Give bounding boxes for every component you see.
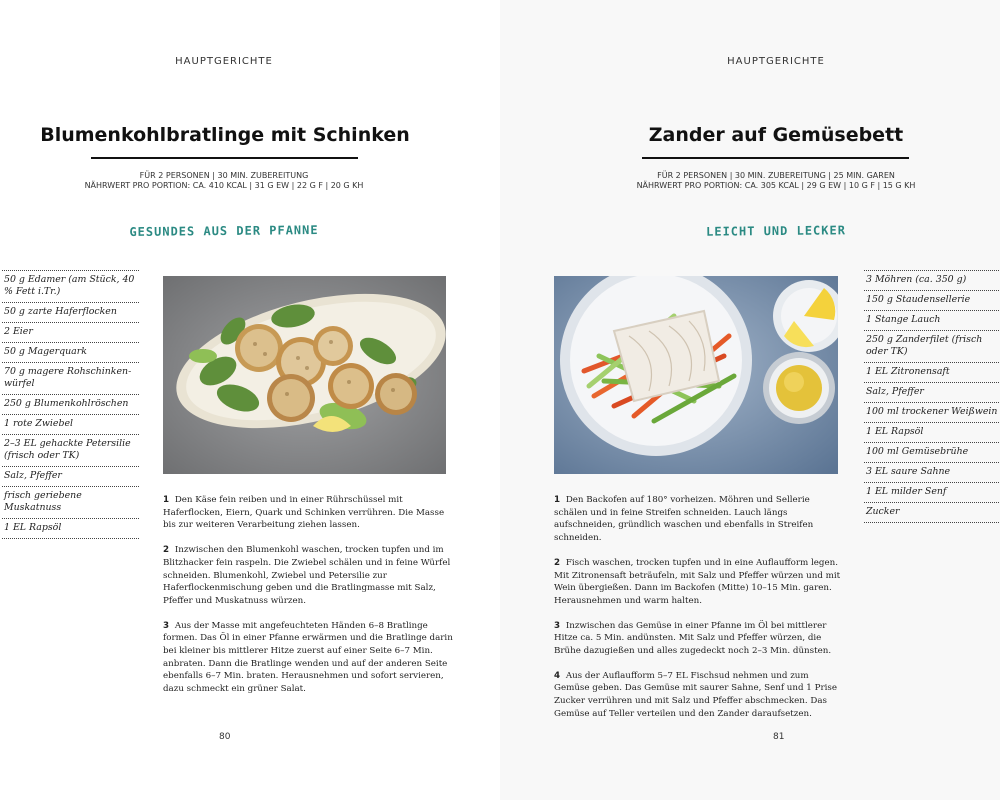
step-number: 1 <box>163 495 170 505</box>
page-number: 81 <box>773 732 785 742</box>
recipe-title: Zander auf Gemüsebett <box>648 124 904 146</box>
title-rule <box>91 157 358 159</box>
ingredient-item: 1 EL milder Senf <box>864 482 1000 502</box>
ingredient-item: 1 EL Rapsöl <box>2 518 139 539</box>
ingredient-item: 2–3 EL gehackte Petersilie (frisch oder TK) <box>2 434 139 466</box>
step-text: Fisch waschen, trocken tupfen und in eine Auflaufform legen. Mit Zitronensaft beträufeln, mit Salz und Pfeffer würzen und mit Wein übergießen. Dann im Backofen (Mitte) 10–15 Min. garen. Herausnehmen und warm halten. <box>554 557 841 606</box>
recipe-title: Blumenkohlbratlinge mit Schinken <box>40 124 410 146</box>
step-text: Den Backofen auf 180° vorheizen. Möhren und Sellerie schälen und in feine Streifen schneiden. Lauch längs aufschneiden, gründlich waschen und ebenfalls in Streifen schneiden. <box>554 495 814 544</box>
ingredient-item: Zucker <box>864 502 1000 523</box>
title-rule <box>642 157 909 159</box>
nutrition-info: NÄHRWERT PRO PORTION: CA. 305 KCAL | 29 G EW | 10 G F | 15 G KH <box>636 181 916 190</box>
step-number: 1 <box>554 495 561 505</box>
instruction-step <box>554 557 844 608</box>
step-number: 2 <box>554 557 561 568</box>
step-text: Den Käse fein reiben und in einer Rührschüssel mit Haferflocken, Eiern, Quark und Schinken verrühren. Die Masse bis zur weiteren Verarbeitung ziehen lassen. <box>163 495 445 531</box>
servings-time: FÜR 2 PERSONEN | 30 MIN. ZUBEREITUNG <box>139 171 309 180</box>
instruction-step <box>554 494 844 545</box>
section-label: HAUPTGERICHTE <box>175 56 273 67</box>
ingredient-item: 3 Möhren (ca. 350 g) <box>864 270 1000 290</box>
instruction-step <box>554 620 844 658</box>
ingredient-list <box>864 270 1000 523</box>
ingredient-item: Salz, Pfeffer <box>864 382 1000 402</box>
recipe-meta <box>526 171 1000 191</box>
ingredient-item: 50 g zarte Haferflocken <box>2 302 139 322</box>
ingredient-item: 1 EL Rapsöl <box>864 422 1000 442</box>
instruction-step <box>163 544 453 608</box>
instruction-list <box>554 494 844 733</box>
step-text: Aus der Masse mit angefeuchteten Händen 6–8 Bratlinge formen. Das Öl in einer Pfanne erwärmen und die Bratlinge darin bei kleiner bis mittlerer Hitze zuerst auf einer Seite 6–7 Min. anbraten. Dann die Bratlinge wenden und auf der anderen Seite ebenfalls 6–7 Min. braten. Herausnehmen und sofort servieren, dazu schmeckt ein grüner Salat. <box>163 620 453 695</box>
ingredient-item: 3 EL saure Sahne <box>864 462 1000 482</box>
step-text: Aus der Auflaufform 5–7 EL Fischsud nehmen und zum Gemüse geben. Das Gemüse mit saurer Sahne, Senf und 1 Prise Zucker verrühren und mit Salz und Pfeffer abschmecken. Das Gemüse auf Teller verteilen und den Zander daraufsetzen. <box>554 670 837 719</box>
recipe-meta <box>0 171 474 191</box>
ingredient-item: 2 Eier <box>2 322 139 342</box>
ingredient-item: 250 g Zanderfilet (frisch oder TK) <box>864 330 1000 362</box>
step-number: 2 <box>163 545 170 556</box>
ingredient-item: 1 EL Zitronensaft <box>864 362 1000 382</box>
step-number: 3 <box>163 620 170 631</box>
instruction-step <box>554 670 844 721</box>
right-page <box>500 0 1000 800</box>
ingredient-item: frisch geriebene Muskatnuss <box>2 486 139 518</box>
ingredient-list <box>2 270 139 539</box>
ingredient-item: 100 ml trockener Weißwein <box>864 402 1000 422</box>
ingredient-item: Salz, Pfeffer <box>2 466 139 486</box>
instruction-step <box>163 620 453 696</box>
ingredient-item: 70 g magere Rohschinken-würfel <box>2 362 139 394</box>
ingredient-item: 50 g Magerquark <box>2 342 139 362</box>
instruction-step <box>163 494 453 532</box>
ingredient-item: 250 g Blumenkohlröschen <box>2 394 139 414</box>
page-number: 80 <box>219 732 231 742</box>
servings-time: FÜR 2 PERSONEN | 30 MIN. ZUBEREITUNG | 25 MIN. GAREN <box>657 171 895 180</box>
step-text: Inzwischen das Gemüse in einer Pfanne im Öl bei mittlerer Hitze ca. 5 Min. andünsten. Mit Salz und Pfeffer würzen, die Brühe dazugießen und alles zugedeckt noch 2–3 Min. dünsten. <box>554 620 832 657</box>
ingredient-item: 50 g Edamer (am Stück, 40 % Fett i.Tr.) <box>2 270 139 302</box>
ingredient-item: 1 Stange Lauch <box>864 310 1000 330</box>
recipe-photo-pikeperch-vegetables <box>554 276 838 474</box>
step-number: 3 <box>554 620 561 631</box>
step-text: Inzwischen den Blumenkohl waschen, trocken tupfen und im Blitzhacker fein raspeln. Die Zwiebel schälen und in feine Würfel schneiden. Blumenkohl, Zwiebel und Petersilie zur Haferflockenmischung geben und die Bratlingmasse mit Salz, Pfeffer und Muskatnuss würzen. <box>163 545 451 606</box>
recipe-photo-cauliflower-patties <box>163 276 446 474</box>
ingredient-item: 100 ml Gemüsebrühe <box>864 442 1000 462</box>
section-label: HAUPTGERICHTE <box>727 56 825 67</box>
recipe-subtitle: GESUNDES AUS DER PFANNE <box>129 223 319 239</box>
instruction-list <box>163 494 453 708</box>
recipe-subtitle: LEICHT UND LECKER <box>706 223 846 239</box>
ingredient-item: 150 g Staudensellerie <box>864 290 1000 310</box>
step-number: 4 <box>554 670 561 681</box>
nutrition-info: NÄHRWERT PRO PORTION: CA. 410 KCAL | 31 G EW | 22 G F | 20 G KH <box>84 181 364 190</box>
ingredient-item: 1 rote Zwiebel <box>2 414 139 434</box>
